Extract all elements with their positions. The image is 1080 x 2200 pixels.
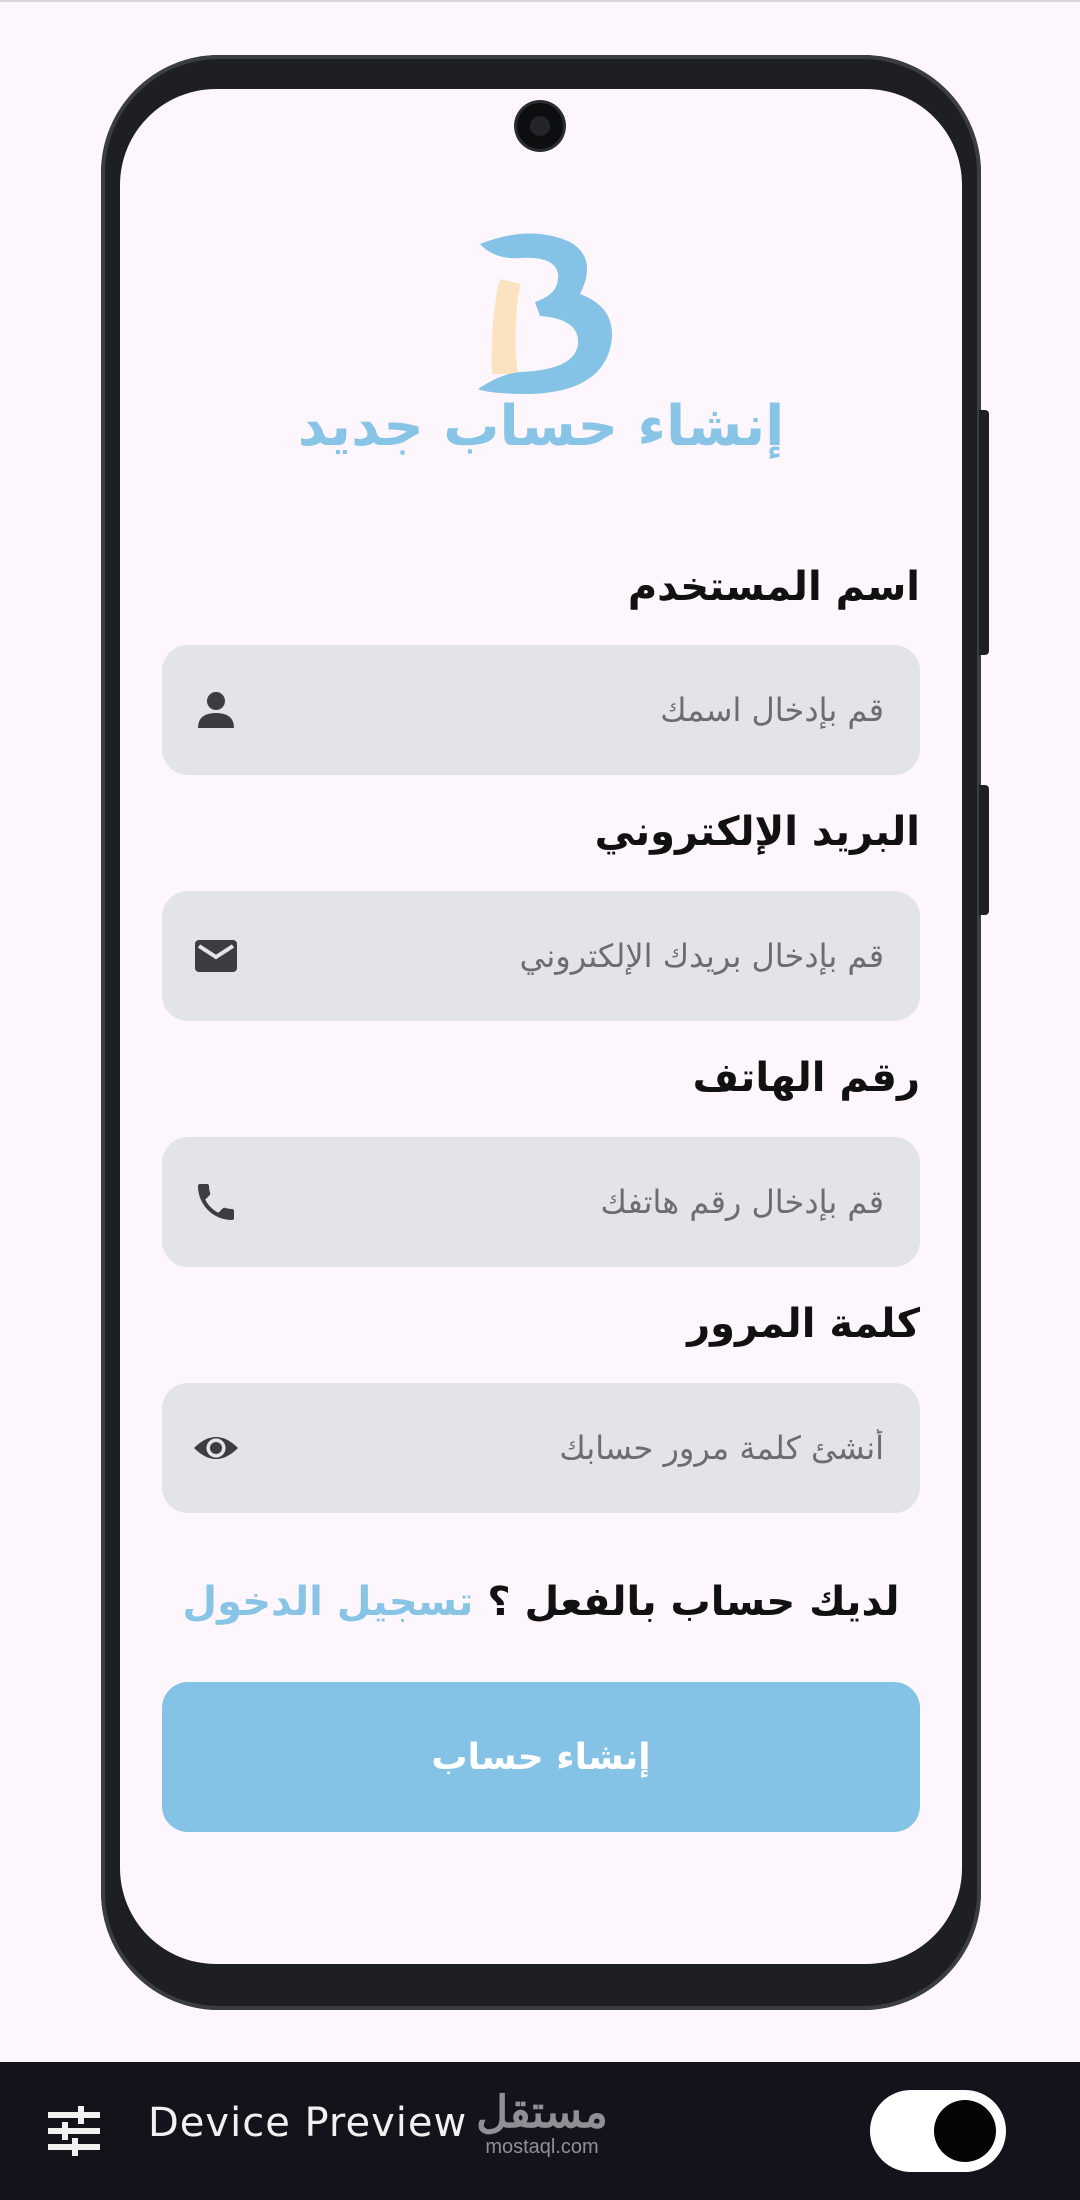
mail-icon <box>192 932 240 980</box>
volume-button <box>979 410 989 655</box>
top-divider <box>0 0 1080 2</box>
watermark <box>472 2090 612 2158</box>
phone-field[interactable] <box>162 1137 920 1267</box>
power-button <box>979 785 989 915</box>
username-input[interactable] <box>272 645 884 775</box>
username-label: اسم المستخدم <box>627 564 920 610</box>
app-screen <box>120 89 962 1964</box>
watermark-arabic: مستقل <box>476 2088 608 2137</box>
password-field[interactable] <box>162 1383 920 1513</box>
email-field[interactable] <box>162 891 920 1021</box>
app-logo <box>460 224 620 399</box>
phone-label: رقم الهاتف <box>692 1055 920 1101</box>
email-label: البريد الإلكتروني <box>594 809 920 855</box>
device-preview-toolbar <box>0 2062 1080 2200</box>
login-prompt <box>120 1579 962 1625</box>
account-question: لديك حساب بالفعل ؟ <box>487 1579 900 1625</box>
phone-icon <box>192 1178 240 1226</box>
toggle-knob <box>934 2100 996 2162</box>
create-account-button[interactable]: إنشاء حساب <box>162 1682 920 1832</box>
front-camera <box>517 103 563 149</box>
password-label: كلمة المرور <box>687 1301 920 1347</box>
page-title: إنشاء حساب جديد <box>297 394 785 459</box>
phone-input[interactable] <box>272 1137 884 1267</box>
login-link[interactable]: تسجيل الدخول <box>182 1579 474 1625</box>
preview-toggle[interactable] <box>870 2090 1006 2172</box>
email-input[interactable] <box>272 891 884 1021</box>
device-preview-label: Device Preview <box>148 2100 468 2146</box>
person-icon <box>192 686 240 734</box>
password-input[interactable] <box>272 1383 884 1513</box>
settings-sliders-icon[interactable] <box>48 2106 100 2156</box>
username-field[interactable] <box>162 645 920 775</box>
device-frame <box>101 55 981 2010</box>
watermark-url: mostaql.com <box>485 2136 599 2158</box>
eye-icon[interactable] <box>192 1424 240 1472</box>
